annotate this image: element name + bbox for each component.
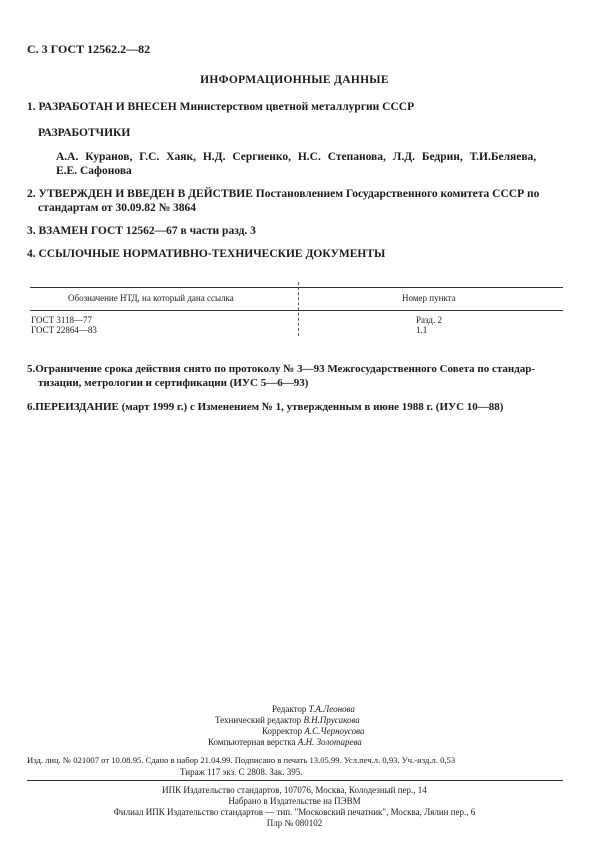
table-header-rule (30, 310, 563, 311)
item-3 (27, 225, 256, 237)
credit-name: Т.А.Леонова (308, 704, 355, 714)
footer-line-1: ИПК Издательство стандартов, 107076, Москва, Колодезный пер., 14 (162, 785, 427, 795)
item-2-line-2: стандартам от 30.09.82 № 3864 (38, 202, 197, 214)
item-2-text: Постановлением Государственного комитета СССР по (252, 188, 540, 200)
item-6: 6.ПЕРЕИЗДАНИЕ (март 1999 г.) с Изменением № 1, утвержденным в июне 1988 г. (ИУС 10—88) (27, 401, 504, 413)
page-header: С. 3 ГОСТ 12562.2—82 (27, 42, 151, 56)
credit-role: Корректор (262, 726, 303, 736)
table-cell-doc: ГОСТ 3118—77 (31, 315, 93, 325)
credit-role: Технический редактор (215, 715, 302, 725)
item-3-lead: 3. ВЗАМЕН ГОСТ 12562—67 (27, 225, 178, 237)
item-4: 4. ССЫЛОЧНЫЕ НОРМАТИВНО-ТЕХНИЧЕСКИЕ ДОКУМЕНТЫ (27, 248, 386, 260)
item-5-line-1: 5.Ограничение срока действия снято по протоколу № 3—93 Межгосударственного Совета по стандар- (27, 363, 536, 375)
credit-proofreader (262, 726, 364, 736)
item-1-lead: 1. РАЗРАБОТАН И ВНЕСЕН (27, 101, 177, 113)
table-header-doc: Обозначение НТД, на который дана ссылка (68, 293, 234, 303)
footer-rule (27, 780, 563, 781)
credit-role: Редактор (272, 704, 307, 714)
section-title: ИНФОРМАЦИОННЫЕ ДАННЫЕ (200, 74, 389, 86)
credit-name: В.Н.Прусакова (303, 715, 360, 725)
authors-line-1: А.А. Куранов, Г.С. Хаяк, Н.Д. Сергиенко, Н.С. Степанова, Л.Д. Бедрин, Т.И.Беляева, (56, 151, 537, 163)
item-3-text: в части разд. 3 (177, 225, 256, 237)
table-cell-clause: Разд. 2 (416, 315, 442, 325)
imprint-line-1: Изд. лиц. № 021007 от 10.08.95. Сдано в набор 21.04.99. Подписано в печать 13.05.99. Усл.печ.л. 0,93. Уч.-изд.л. 0,53 (27, 755, 456, 765)
table-cell-clause: 1.1 (416, 325, 428, 335)
item-2-lead: 2. УТВЕРЖДЕН И ВВЕДЕН В ДЕЙСТВИЕ (27, 188, 253, 200)
credit-name: А.Н. Золотарева (297, 737, 362, 747)
footer-line-3: Филиал ИПК Издательство стандартов — тип. "Московский печатник", Москва, Лялин пер., 6 (113, 807, 476, 817)
credit-layout (208, 737, 362, 747)
item-5-line-2: тизации, метрологии и сертификации (ИУС 5—6—93) (38, 377, 309, 389)
credit-name: А.С.Черноусова (304, 726, 365, 736)
table-cell-doc: ГОСТ 22864—83 (31, 325, 97, 335)
item-1-text: Министерством цветной металлургии СССР (176, 101, 415, 113)
developers-label: РАЗРАБОТЧИКИ (38, 127, 131, 139)
credit-editor (272, 704, 355, 714)
credit-tech-editor (215, 715, 360, 725)
table-column-divider (298, 282, 299, 336)
footer-line-4: Плр № 080102 (266, 818, 323, 828)
credit-role: Компьютерная верстка (208, 737, 296, 747)
authors-line-2: Е.Е. Сафонова (56, 165, 132, 177)
footer-line-2: Набрано в Издательстве на ПЭВМ (228, 796, 361, 806)
item-2 (27, 188, 539, 200)
item-1 (27, 101, 414, 113)
imprint-line-2: Тираж 117 экз. С 2808. Зак. 395. (180, 767, 303, 777)
table-top-rule (30, 287, 563, 288)
table-header-clause: Номер пункта (402, 293, 456, 303)
